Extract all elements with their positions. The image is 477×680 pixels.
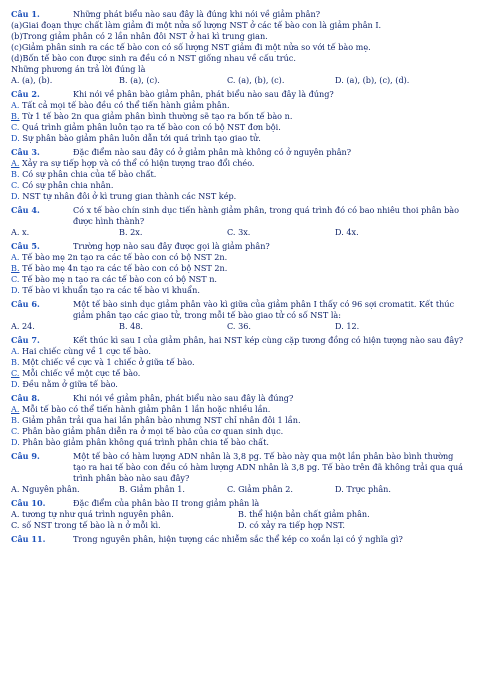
question-header [11, 241, 467, 252]
answer-option [119, 75, 227, 86]
question-number: Câu 9. [11, 451, 40, 461]
answer-option [11, 122, 467, 133]
answer-option [11, 169, 467, 180]
question-number: Câu 4. [11, 205, 40, 215]
question-stem: Kết thúc kì sau I của giảm phân, hai NST kép cùng cặp tương đồng có hiện tượng nào sau đây? [73, 335, 464, 345]
option-label: B. [119, 75, 128, 85]
statement-line: (a)Giai đoạn thực chất làm giảm đi một nửa số lượng NST ở các tế bào con là giảm phân I. [11, 20, 382, 30]
options-row [11, 227, 467, 238]
option-label: B. [11, 263, 20, 273]
question-block [11, 147, 467, 202]
answer-option [11, 437, 467, 448]
statement-line: (d)Bốn tế bào con được sinh ra đều có n NST giống nhau về cấu trúc. [11, 53, 296, 63]
option-label: A. [11, 100, 20, 110]
option-text: 12. [346, 321, 360, 331]
option-label: C. [11, 426, 20, 436]
answer-option [11, 484, 119, 495]
answer-option [11, 415, 467, 426]
option-text: Nguyên phân. [22, 484, 80, 494]
option-label: C. [227, 321, 236, 331]
answer-option [11, 158, 467, 169]
answer-option [11, 357, 467, 368]
option-text: Sự phân bào giảm phân luôn dẫn tới quá trình tạo giao tử. [22, 133, 261, 143]
answer-option [11, 111, 467, 122]
combo-label: Những phương án trả lời đúng là [11, 64, 146, 74]
options-row [11, 321, 467, 332]
answer-option [119, 484, 227, 495]
option-label: A. [11, 346, 20, 356]
option-label: D. [11, 191, 20, 201]
option-text: 4x. [346, 227, 359, 237]
options-row [11, 520, 467, 531]
option-text: Tế bào vi khuẩn tạo ra các tế bào vi khuẩn. [22, 285, 200, 295]
option-label: A. [11, 321, 20, 331]
option-label: A. [11, 484, 20, 494]
answer-option [11, 263, 467, 274]
option-label: D. [335, 75, 344, 85]
answer-option [227, 484, 335, 495]
option-label: C. [11, 520, 20, 530]
question-block [11, 89, 467, 144]
question-block [11, 299, 467, 332]
option-text: Giảm phân 2. [238, 484, 293, 494]
answer-option [11, 285, 467, 296]
option-label: A. [11, 158, 20, 168]
answer-option [119, 227, 227, 238]
option-text: Tất cả mọi tế bào đều có thể tiến hành giảm phân. [22, 100, 230, 110]
question-stem: Những phát biểu nào sau đây là đúng khi nói về giảm phân? [73, 9, 321, 19]
option-text: thể hiện bản chất giảm phân. [249, 509, 370, 519]
question-number: Câu 1. [11, 9, 40, 19]
question-header [11, 89, 467, 100]
option-label: B. [238, 509, 247, 519]
option-text: Phân bào giảm phân không quá trình phân chia tế bào chất. [22, 437, 269, 447]
answer-option [11, 520, 238, 531]
answer-option [11, 321, 119, 332]
option-text: (a), (b), (c). [238, 75, 285, 85]
answer-option [11, 180, 467, 191]
option-text: Xảy ra sự tiếp hợp và có thể có hiện tượng trao đổi chéo. [22, 158, 255, 168]
question-block [11, 241, 467, 296]
answer-option [11, 404, 467, 415]
answer-option [11, 368, 467, 379]
option-label: D. [11, 133, 20, 143]
option-text: Giảm phân trải qua hai lần phân bào nhưng NST chỉ nhân đôi 1 lần. [22, 415, 301, 425]
answer-option [11, 346, 467, 357]
option-text: có xảy ra tiếp hợp NST. [249, 520, 345, 530]
option-label: C. [227, 227, 236, 237]
question-header [11, 534, 467, 545]
question-stem: Một tế bào sinh dục giảm phân vào kì giữa của giảm phân I thấy có 96 sợi cromatit. Kết thúc giảm phân tạo các giao tử, trong mỗi tế bào giao tử có số NST là: [73, 299, 455, 320]
answer-option [11, 100, 467, 111]
question-header [11, 393, 467, 404]
question-header [11, 205, 467, 227]
question-number: Câu 3. [11, 147, 40, 157]
option-label: B. [11, 169, 20, 179]
option-text: Mỗi chiếc về một cực tế bào. [22, 368, 141, 378]
option-label: B. [119, 227, 128, 237]
option-label: B. [11, 111, 20, 121]
option-label: D. [335, 321, 344, 331]
option-label: B. [11, 357, 20, 367]
option-text: Hai chiếc cùng về 1 cực tế bào. [22, 346, 151, 356]
option-label: A. [11, 509, 20, 519]
options-row [11, 509, 467, 520]
question-stem: Khi nói về giảm phân, phát biểu nào sau đây là đúng? [73, 393, 294, 403]
option-text: NST tự nhân đôi ở kì trung gian thành các NST kép. [22, 191, 237, 201]
option-label: A. [11, 404, 20, 414]
option-label: D. [11, 379, 20, 389]
answer-option [238, 509, 465, 520]
option-label: D. [238, 520, 247, 530]
question-block [11, 9, 467, 86]
option-text: (a), (b), (c), (d). [346, 75, 410, 85]
question-header [11, 451, 467, 484]
answer-option [335, 484, 443, 495]
question-header [11, 9, 467, 20]
option-label: A. [11, 252, 20, 262]
option-label: C. [11, 122, 20, 132]
option-label: D. [335, 484, 344, 494]
option-label: B. [119, 484, 128, 494]
option-text: 3x. [238, 227, 251, 237]
question-stem: Có x tế bào chín sinh dục tiến hành giảm phân, trong quá trình đó có bao nhiêu thoi phân bào được hình thành? [73, 205, 459, 226]
option-label: A. [11, 75, 20, 85]
option-label: B. [11, 415, 20, 425]
statement-line: (b)Trong giảm phân có 2 lần nhân đôi NST ở hai kì trung gian. [11, 31, 268, 41]
question-header [11, 335, 467, 346]
option-text: Tế bào mẹ 4n tạo ra các tế bào con có bộ NST 2n. [22, 263, 228, 273]
option-text: Đều nằm ở giữa tế bào. [22, 379, 118, 389]
answer-option [335, 321, 443, 332]
option-label: C. [227, 75, 236, 85]
answer-option [11, 274, 467, 285]
answer-option [335, 75, 443, 86]
question-stem: Một tế bào có hàm lượng ADN nhân là 3,8 pg. Tế bào này qua một lần phân bào bình thường tạo ra hai tế bào con đều có hàm lượng ADN nhân là 3,8 pg. Tế bào trên đã không trải qua quá trình phân bào nào sau đây? [73, 451, 464, 483]
option-label: C. [11, 274, 20, 284]
answer-option [238, 520, 465, 531]
option-text: Phân bào giảm phân diễn ra ở mọi tế bào của cơ quan sinh dục. [22, 426, 284, 436]
option-text: Từ 1 tế bào 2n qua giảm phân bình thường sẽ tạo ra bốn tế bào n. [22, 111, 293, 121]
options-row [11, 484, 467, 495]
question-header [11, 498, 467, 509]
option-text: Tế bào mẹ n tạo ra các tế bào con có bộ NST n. [22, 274, 217, 284]
option-text: Giảm phân 1. [130, 484, 185, 494]
question-stem: Trong nguyên phân, hiện tượng các nhiễm sắc thể kép co xoắn lại có ý nghĩa gì? [73, 534, 403, 544]
option-text: Có sự phân chia của tế bào chất. [22, 169, 157, 179]
question-stem: Đặc điểm nào sau đây có ở giảm phân mà không có ở nguyên phân? [73, 147, 352, 157]
question-block [11, 451, 467, 495]
question-stem: Khi nói về phân bào giảm phân, phát biểu nào sau đây là đúng? [73, 89, 334, 99]
answer-option [11, 379, 467, 390]
question-number: Câu 10. [11, 498, 46, 508]
option-text: (a), (b). [22, 75, 53, 85]
answer-option [11, 509, 238, 520]
option-text: Tế bào mẹ 2n tạo ra các tế bào con có bộ NST 2n. [22, 252, 228, 262]
option-text: số NST trong tế bào là n ở mỗi kì. [22, 520, 161, 530]
question-number: Câu 2. [11, 89, 40, 99]
question-stem: Trường hợp nào sau đây được gọi là giảm phân? [73, 241, 270, 251]
answer-option [11, 252, 467, 263]
option-text: 24. [22, 321, 35, 331]
option-label: D. [335, 227, 344, 237]
question-block [11, 498, 467, 531]
option-text: Trực phân. [346, 484, 391, 494]
question-number: Câu 11. [11, 534, 46, 544]
options-row [11, 75, 467, 86]
question-block [11, 335, 467, 390]
option-label: C. [11, 180, 20, 190]
option-text: Mỗi tế bào có thể tiến hành giảm phân 1 lần hoặc nhiều lần. [22, 404, 271, 414]
option-label: C. [227, 484, 236, 494]
option-text: Một chiếc về cực và 1 chiếc ở giữa tế bào. [22, 357, 195, 367]
question-block [11, 393, 467, 448]
question-number: Câu 8. [11, 393, 40, 403]
statement-line: (c)Giảm phân sinh ra các tế bào con có số lượng NST giảm đi một nửa so với tế bào mẹ. [11, 42, 371, 52]
answer-option [11, 191, 467, 202]
option-label: A. [11, 227, 20, 237]
answer-option [335, 227, 443, 238]
option-label: B. [119, 321, 128, 331]
answer-option [11, 426, 467, 437]
answer-option [119, 321, 227, 332]
option-text: (a), (c). [130, 75, 160, 85]
question-block [11, 205, 467, 238]
option-label: C. [11, 368, 20, 378]
option-text: Quá trình giảm phân luôn tạo ra tế bào con có bộ NST đơn bội. [22, 122, 281, 132]
question-block [11, 534, 467, 545]
option-text: 48. [130, 321, 143, 331]
question-stem: Đặc điểm của phân bào II trong giảm phân là [73, 498, 260, 508]
answer-option [11, 227, 119, 238]
question-number: Câu 7. [11, 335, 40, 345]
answer-option [11, 133, 467, 144]
question-number: Câu 5. [11, 241, 40, 251]
option-text: 2x. [130, 227, 143, 237]
answer-option [227, 75, 335, 86]
question-header [11, 299, 467, 321]
option-text: 36. [238, 321, 251, 331]
answer-option [227, 227, 335, 238]
question-header [11, 147, 467, 158]
option-label: D. [11, 285, 20, 295]
answer-option [227, 321, 335, 332]
question-number: Câu 6. [11, 299, 40, 309]
option-text: x. [22, 227, 30, 237]
answer-option [11, 75, 119, 86]
option-text: Có sự phân chia nhân. [22, 180, 114, 190]
option-label: D. [11, 437, 20, 447]
option-text: tương tự như quá trình nguyên phân. [22, 509, 174, 519]
